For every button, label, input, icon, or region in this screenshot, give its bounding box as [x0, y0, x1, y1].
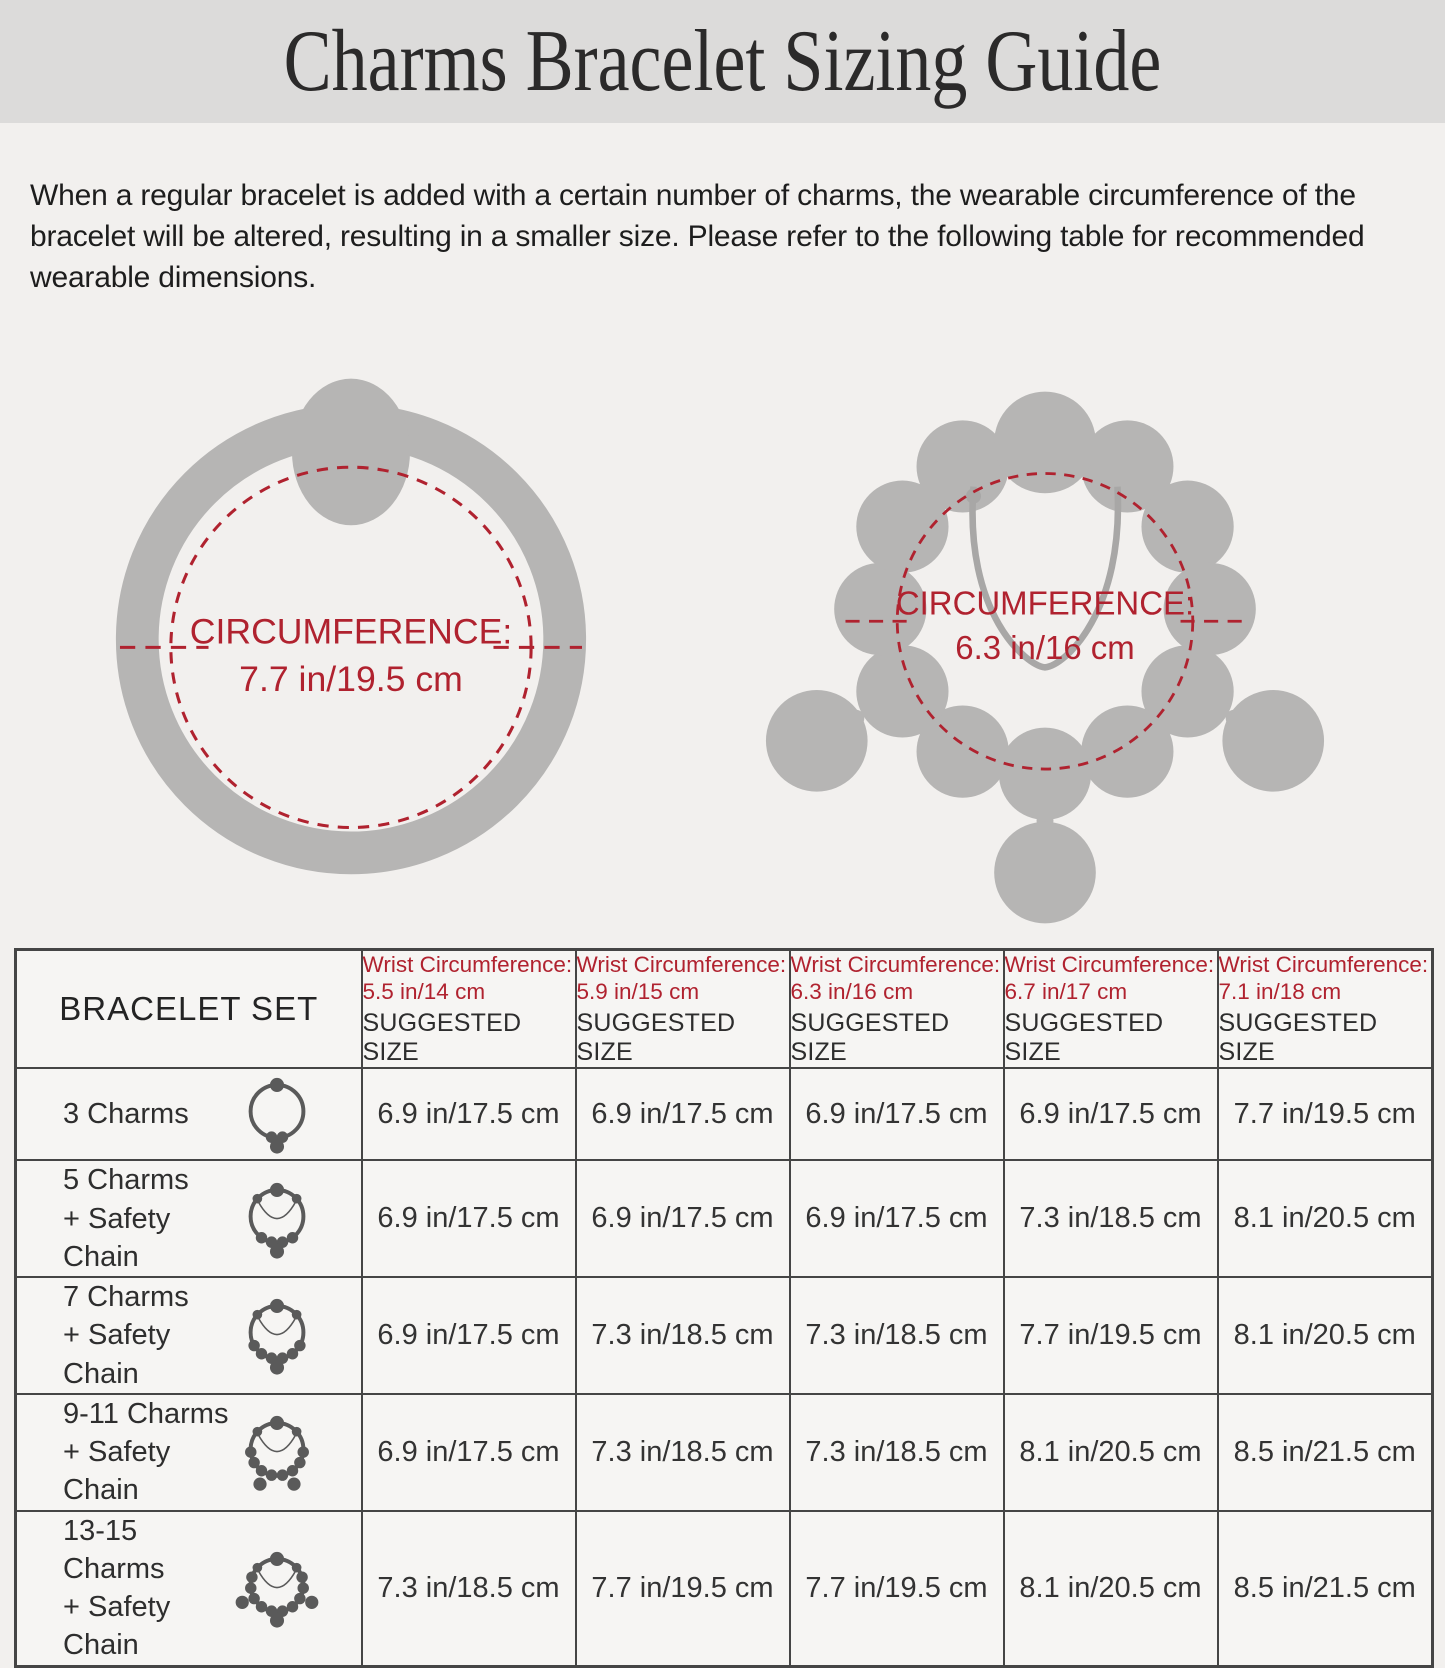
plain-bracelet-silhouette-icon — [64, 342, 639, 912]
wrist-column-header-1 — [362, 950, 576, 1069]
wrist-circumference-label: Wrist Circumference: — [1004, 952, 1215, 978]
size-cell: 6.9 in/17.5 cm — [362, 1160, 576, 1277]
size-cell: 8.5 in/21.5 cm — [1218, 1511, 1433, 1667]
table-row-3-charms — [16, 1068, 1433, 1160]
wrist-circumference-label: Wrist Circumference: — [576, 952, 787, 978]
clasp-ball-shape — [292, 379, 410, 526]
charm-bracelet-silhouette-icon — [725, 336, 1365, 931]
dangle-charm-bottom — [994, 822, 1096, 924]
wrist-column-header-5 — [1218, 950, 1433, 1069]
bracelet-7-charms-safety-chain-icon — [233, 1290, 321, 1380]
suggested-size-label: SUGGESTED SIZE — [1004, 1009, 1164, 1067]
size-cell: 6.9 in/17.5 cm — [362, 1394, 576, 1511]
size-cell: 6.9 in/17.5 cm — [790, 1068, 1004, 1160]
circumference-label: CIRCUMFERENCE: — [189, 611, 513, 652]
size-cell: 7.3 in/18.5 cm — [362, 1511, 576, 1667]
row-label: 3 Charms — [63, 1098, 189, 1131]
size-cell: 8.1 in/20.5 cm — [1218, 1277, 1433, 1394]
size-cell: 7.7 in/19.5 cm — [790, 1511, 1004, 1667]
bracelet-set-header: BRACELET SET — [16, 950, 362, 1069]
circumference-value: 7.7 in/19.5 cm — [239, 659, 463, 700]
row-label: 13-15 Charms + Safety Chain — [63, 1514, 171, 1662]
suggested-size-label: SUGGESTED SIZE — [790, 1009, 950, 1067]
wrist-size-value: 7.1 in/18 cm — [1218, 979, 1342, 1005]
size-cell: 7.3 in/18.5 cm — [790, 1394, 1004, 1511]
table-header-row — [16, 950, 1433, 1069]
size-cell: 8.5 in/21.5 cm — [1218, 1394, 1433, 1511]
intro-paragraph: When a regular bracelet is added with a certain number of charms, the wearable circumference of the bracelet will be altered, resulting in a smaller size. Please refer to the following table for recommended wearable dimensions. — [30, 179, 1365, 295]
circumference-value: 6.3 in/16 cm — [955, 629, 1135, 667]
row-label: 7 Charms + Safety Chain — [63, 1281, 189, 1390]
size-cell: 6.9 in/17.5 cm — [576, 1068, 790, 1160]
suggested-size-label: SUGGESTED SIZE — [362, 1009, 522, 1067]
bracelet-9-11-charms-safety-chain-icon — [233, 1407, 321, 1497]
suggested-size-label: SUGGESTED SIZE — [1218, 1009, 1378, 1067]
wrist-circumference-label: Wrist Circumference: — [1218, 952, 1429, 978]
circumference-label: CIRCUMFERENCE: — [895, 584, 1195, 622]
bracelet-diagrams — [0, 328, 1445, 938]
suggested-size-label: SUGGESTED SIZE — [576, 1009, 736, 1067]
row-label: 9-11 Charms + Safety Chain — [63, 1397, 229, 1507]
size-cell: 6.9 in/17.5 cm — [362, 1277, 576, 1394]
size-cell: 7.3 in/18.5 cm — [576, 1394, 790, 1511]
wrist-column-header-2 — [576, 950, 790, 1069]
size-cell: 7.3 in/18.5 cm — [576, 1277, 790, 1394]
row-label: 5 Charms + Safety Chain — [63, 1164, 189, 1273]
size-cell: 6.9 in/17.5 cm — [790, 1160, 1004, 1277]
bracelet-5-charms-safety-chain-icon — [233, 1174, 321, 1264]
plain-bracelet-diagram — [64, 342, 639, 917]
size-cell: 7.7 in/19.5 cm — [1004, 1277, 1218, 1394]
wrist-size-value: 5.9 in/15 cm — [576, 979, 700, 1005]
sizing-table — [14, 948, 1434, 1667]
size-cell: 7.7 in/19.5 cm — [1218, 1068, 1433, 1160]
table-row-5-charms — [16, 1160, 1433, 1277]
table-row-7-charms — [16, 1277, 1433, 1394]
wrist-size-value: 6.3 in/16 cm — [790, 979, 914, 1005]
size-cell: 6.9 in/17.5 cm — [362, 1068, 576, 1160]
wrist-column-header-4 — [1004, 950, 1218, 1069]
size-cell: 8.1 in/20.5 cm — [1218, 1160, 1433, 1277]
dangle-charm-right — [1222, 690, 1324, 792]
bracelet-13-15-charms-safety-chain-icon — [233, 1543, 321, 1633]
dangle-charm-left — [766, 690, 868, 792]
wrist-circumference-label: Wrist Circumference: — [790, 952, 1001, 978]
masthead-band — [0, 0, 1445, 123]
size-cell: 6.9 in/17.5 cm — [1004, 1068, 1218, 1160]
wrist-size-value: 6.7 in/17 cm — [1004, 979, 1128, 1005]
table-row-13-15-charms — [16, 1511, 1433, 1667]
wrist-size-value: 5.5 in/14 cm — [362, 979, 486, 1005]
table-row-9-11-charms — [16, 1394, 1433, 1511]
page-title: Charms Bracelet Sizing Guide — [283, 12, 1162, 110]
size-cell: 8.1 in/20.5 cm — [1004, 1394, 1218, 1511]
size-cell: 8.1 in/20.5 cm — [1004, 1511, 1218, 1667]
charm-bracelet-diagram — [725, 336, 1365, 936]
size-cell: 6.9 in/17.5 cm — [576, 1160, 790, 1277]
bracelet-3-charms-icon — [233, 1069, 321, 1159]
wrist-circumference-label: Wrist Circumference: — [362, 952, 573, 978]
size-cell: 7.3 in/18.5 cm — [1004, 1160, 1218, 1277]
size-cell: 7.7 in/19.5 cm — [576, 1511, 790, 1667]
wrist-column-header-3 — [790, 950, 1004, 1069]
size-cell: 7.3 in/18.5 cm — [790, 1277, 1004, 1394]
